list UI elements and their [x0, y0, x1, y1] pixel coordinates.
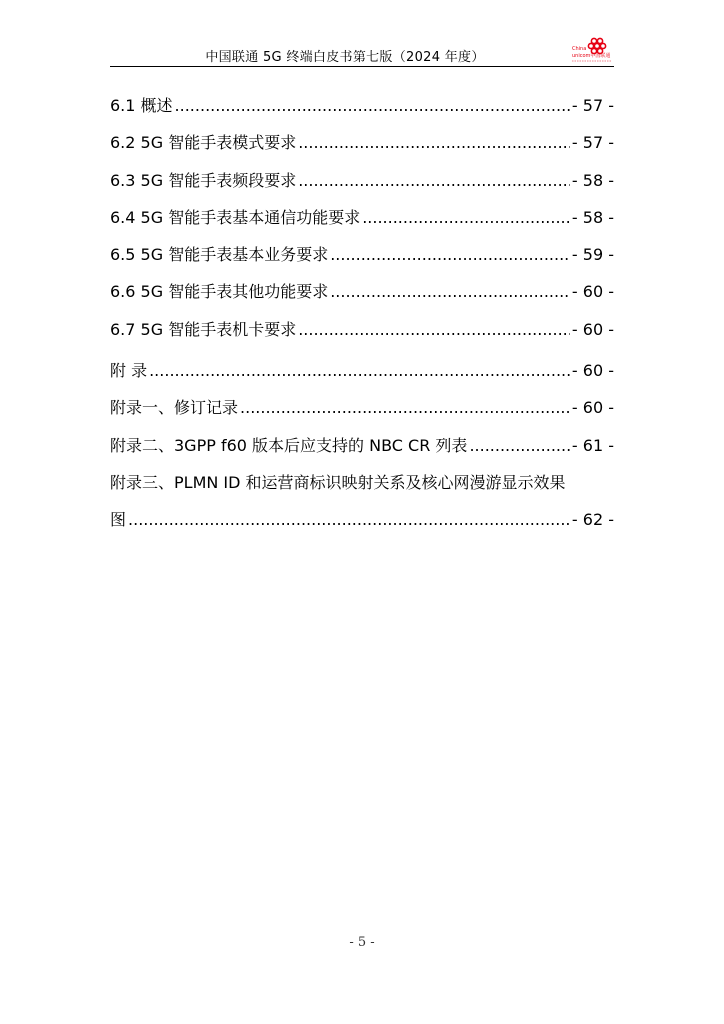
- page-header: [110, 40, 614, 67]
- unicom-knot-icon: [570, 36, 614, 64]
- toc-item-title-line2: 图: [110, 510, 127, 530]
- toc-item[interactable]: [110, 279, 614, 316]
- toc-leader-dots: [362, 208, 570, 227]
- toc-item-title: 附 录: [110, 361, 148, 381]
- toc-item-title: 附录一、修订记录: [110, 398, 239, 418]
- toc-leader-dots: [330, 245, 570, 264]
- table-of-contents: [110, 93, 614, 545]
- toc-leader-dots: [240, 398, 570, 417]
- toc-item[interactable]: [110, 433, 614, 470]
- toc-item[interactable]: [110, 130, 614, 167]
- toc-item-page: - 60 -: [571, 282, 614, 302]
- toc-item-page: - 61 -: [571, 435, 614, 455]
- toc-item[interactable]: [110, 205, 614, 242]
- toc-item-title: 6.7 5G 智能手表机卡要求: [110, 319, 297, 339]
- toc-item-page: - 62 -: [571, 510, 614, 530]
- toc-item-page: - 60 -: [571, 361, 614, 381]
- toc-item-page: - 58 -: [571, 170, 614, 190]
- toc-item-title: 6.6 5G 智能手表其他功能要求: [110, 282, 329, 302]
- toc-item-title: 6.4 5G 智能手表基本通信功能要求: [110, 207, 361, 227]
- toc-item-wrapped[interactable]: [110, 470, 614, 545]
- toc-leader-dots: [298, 171, 570, 190]
- china-unicom-logo: [570, 36, 614, 64]
- toc-item[interactable]: [110, 317, 614, 354]
- toc-leader-dots: [469, 436, 569, 455]
- toc-leader-dots: [128, 510, 570, 529]
- toc-item[interactable]: [110, 242, 614, 279]
- toc-item-page: - 57 -: [571, 96, 614, 115]
- toc-leader-dots: [330, 282, 570, 301]
- toc-leader-dots: [298, 320, 570, 339]
- page-number: - 5 -: [349, 935, 375, 950]
- toc-item[interactable]: [110, 168, 614, 205]
- toc-leader-dots: [298, 133, 570, 152]
- toc-item-title: 6.1 概述: [110, 96, 173, 115]
- toc-item-continuation: [110, 507, 614, 544]
- toc-item-page: - 59 -: [571, 245, 614, 265]
- toc-item-title: 附录二、3GPP f60 版本后应支持的 NBC CR 列表: [110, 435, 468, 455]
- svg-text:China: China: [572, 46, 587, 52]
- toc-item[interactable]: [110, 93, 614, 130]
- toc-item-page: - 57 -: [571, 133, 614, 153]
- toc-leader-dots: [149, 361, 570, 380]
- header-title: 中国联通 5G 终端白皮书第七版（2024 年度）: [205, 50, 485, 65]
- toc-leader-dots: [175, 96, 570, 115]
- toc-item-title-line1: 附录三、PLMN ID 和运营商标识映射关系及核心网漫游显示效果: [110, 472, 566, 492]
- toc-item-page: - 58 -: [571, 207, 614, 227]
- toc-item-page: - 60 -: [571, 398, 614, 418]
- toc-item-page: - 60 -: [571, 319, 614, 339]
- toc-item[interactable]: [110, 358, 614, 395]
- toc-item-title: 6.3 5G 智能手表频段要求: [110, 170, 297, 190]
- toc-item-title: 6.5 5G 智能手表基本业务要求: [110, 245, 329, 265]
- toc-item[interactable]: [110, 395, 614, 432]
- svg-text:unicom中国联通: unicom中国联通: [572, 53, 611, 59]
- toc-item-title: 6.2 5G 智能手表模式要求: [110, 133, 297, 153]
